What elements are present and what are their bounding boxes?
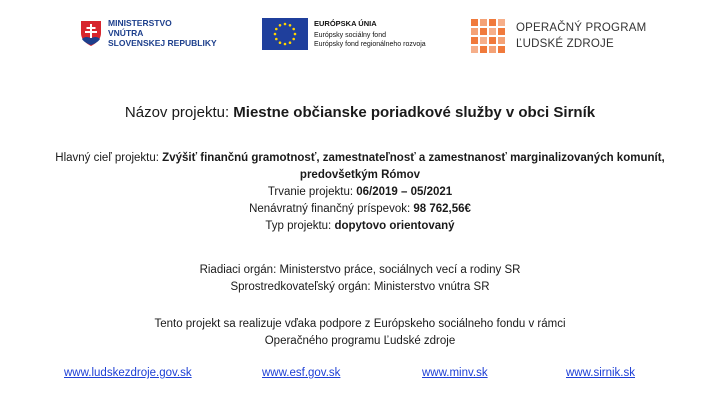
links-bar bbox=[0, 367, 720, 385]
project-title-value: Miestne občianske poriadkové služby v obci Sirník bbox=[233, 104, 596, 121]
ministry-logo-text bbox=[108, 18, 217, 48]
intermediate-organ: Sprostredkovateľský orgán: Ministerstvo vnútra SR bbox=[230, 281, 490, 293]
op-line-1: OPERAČNÝ PROGRAM bbox=[516, 22, 647, 34]
support-line-1: Tento projekt sa realizuje vďaka podpore z Európskeho sociálneho fondu v rámci bbox=[154, 318, 566, 330]
op-line-2: ĽUDSKÉ ZDROJE bbox=[516, 38, 614, 50]
grant-value: 98 762,56€ bbox=[413, 203, 471, 215]
organs bbox=[0, 262, 720, 296]
link-esf[interactable]: www.esf.gov.sk bbox=[262, 367, 341, 379]
op-dots-icon bbox=[470, 18, 506, 54]
type-value: dopytovo orientovaný bbox=[334, 220, 455, 232]
duration-value: 06/2019 – 05/2021 bbox=[356, 186, 453, 198]
goal-line bbox=[20, 150, 700, 167]
ministry-line-1: MINISTERSTVO bbox=[108, 18, 172, 28]
link-minv[interactable]: www.minv.sk bbox=[422, 367, 488, 379]
eu-line-3: Európsky fond regionálneho rozvoja bbox=[314, 41, 426, 48]
eu-line-2: Európsky sociálny fond bbox=[314, 32, 386, 39]
project-title-label: Názov projektu: bbox=[124, 104, 234, 121]
ministry-line-2: VNÚTRA bbox=[108, 28, 144, 38]
op-logo bbox=[470, 18, 646, 54]
ministry-line-3: SLOVENSKEJ REPUBLIKY bbox=[108, 38, 217, 48]
ministry-logo bbox=[80, 18, 217, 48]
eu-flag-icon bbox=[262, 18, 308, 50]
eu-line-1: EURÓPSKA ÚNIA bbox=[314, 19, 377, 28]
duration-label: Trvanie projektu: bbox=[267, 186, 357, 198]
duration-line bbox=[20, 184, 700, 201]
slovak-coat-of-arms-icon bbox=[80, 19, 102, 47]
op-logo-text bbox=[516, 20, 646, 52]
link-ludskezdroje[interactable]: www.ludskezdroje.gov.sk bbox=[64, 367, 192, 379]
eu-logo bbox=[262, 18, 426, 50]
goal-value-2: predovšetkým Rómov bbox=[299, 169, 421, 181]
grant-line bbox=[20, 201, 700, 218]
logo-bar bbox=[0, 18, 720, 64]
support-line-2: Operačného programu Ľudské zdroje bbox=[264, 335, 456, 347]
eu-logo-text bbox=[314, 19, 426, 49]
project-title bbox=[0, 104, 720, 121]
support-statement bbox=[0, 316, 720, 350]
goal-line-2 bbox=[20, 167, 700, 184]
goal-value-1: Zvýšiť finančnú gramotnosť, zamestnateľnosť a zamestnanosť marginalizovaných komunít, bbox=[162, 152, 665, 164]
project-details bbox=[20, 150, 700, 235]
grant-label: Nenávratný finančný príspevok: bbox=[249, 203, 414, 215]
goal-label: Hlavný cieľ projektu: bbox=[55, 152, 163, 164]
managing-organ: Riadiaci orgán: Ministerstvo práce, sociálnych vecí a rodiny SR bbox=[199, 264, 521, 276]
link-sirnik[interactable]: www.sirnik.sk bbox=[566, 367, 636, 379]
type-label: Typ projektu: bbox=[265, 220, 335, 232]
type-line bbox=[20, 218, 700, 235]
